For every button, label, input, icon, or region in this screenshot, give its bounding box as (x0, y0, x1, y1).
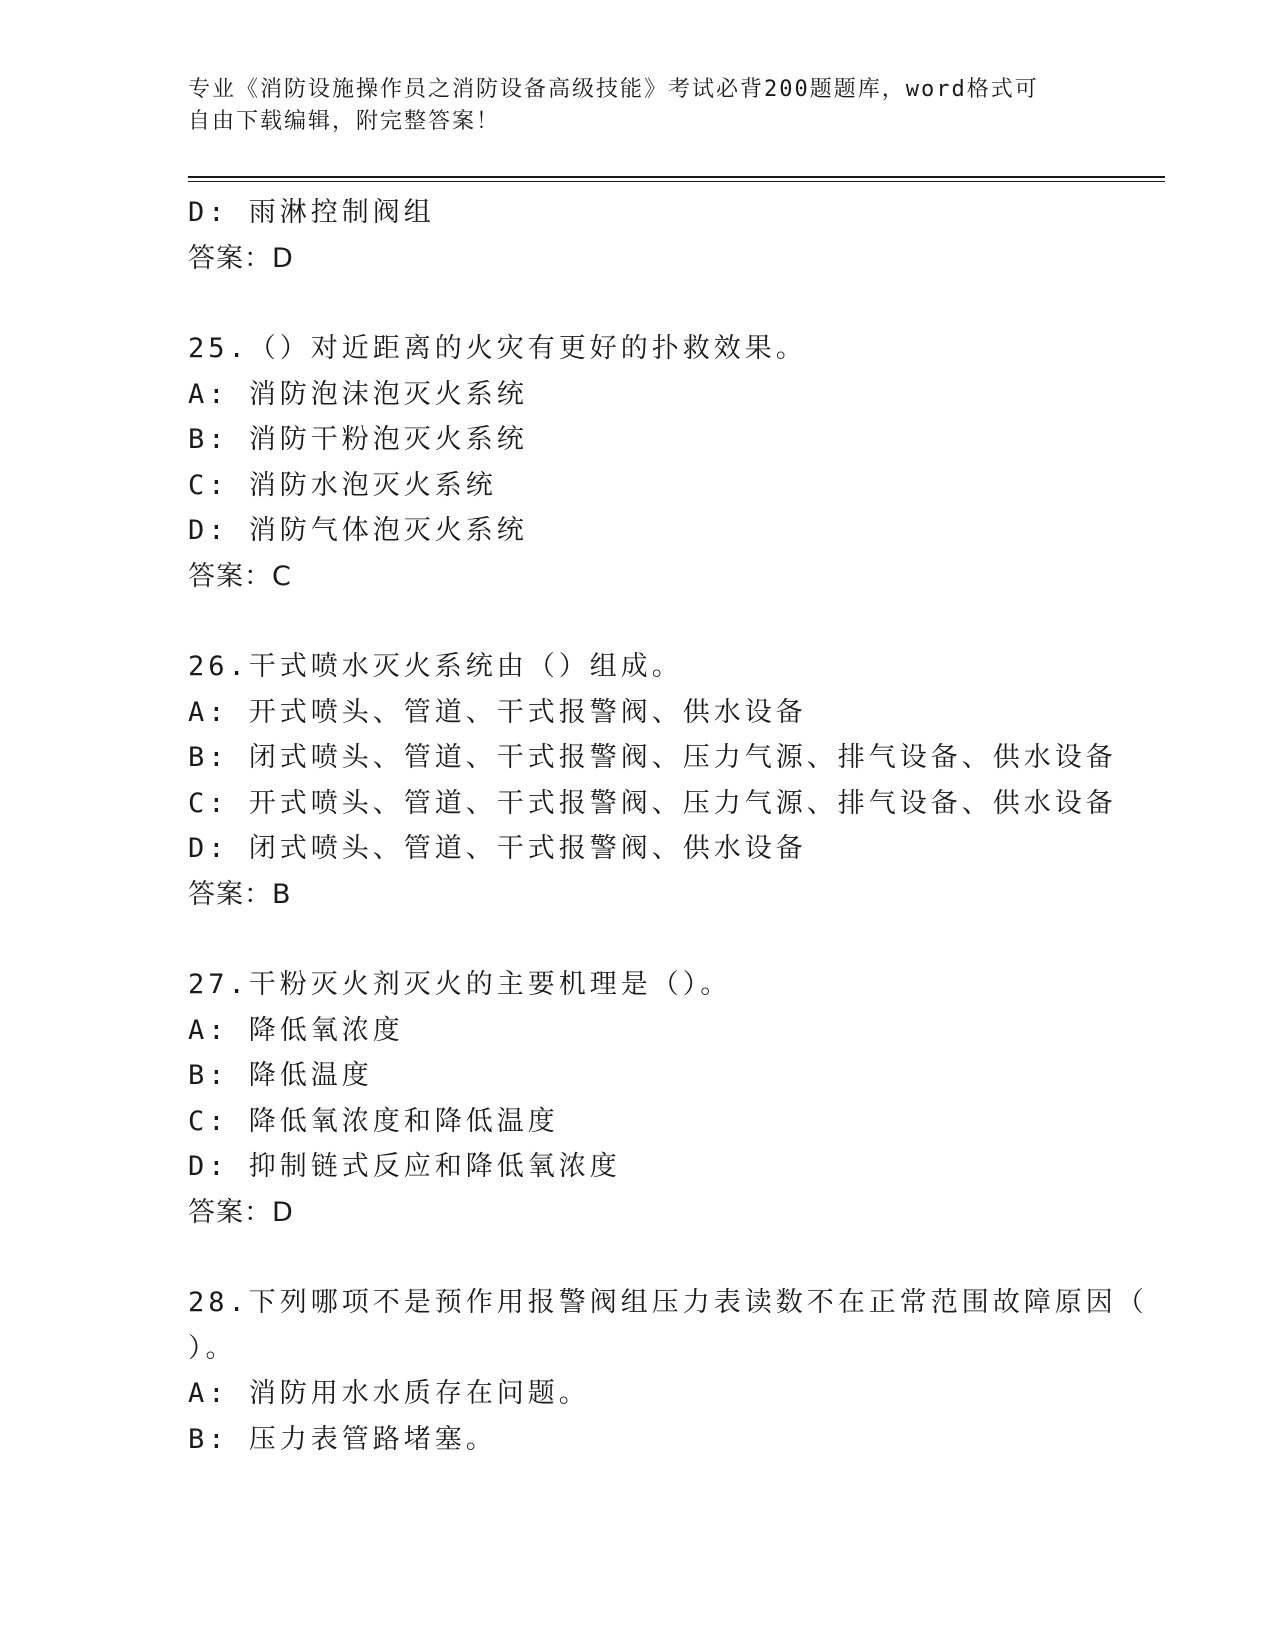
header-title-line-1: 专业《消防设施操作员之消防设备高级技能》考试必背200题题库，word格式可 (188, 77, 1039, 102)
option-d: D: 闭式喷头、管道、干式报警阀、供水设备 (188, 833, 807, 864)
option-a: A: 消防用水水质存在问题。 (188, 1378, 590, 1409)
option-c: C: 降低氧浓度和降低温度 (188, 1105, 559, 1137)
option-a: A: 降低氧浓度 (188, 1014, 404, 1046)
option-b: B: 压力表管路堵塞。 (188, 1423, 497, 1455)
question-26 (188, 644, 1117, 917)
question-28 (188, 1280, 1148, 1462)
spacer (188, 281, 1088, 326)
spacer (188, 1235, 1088, 1280)
question-stem: 27.干粉灭火剂灭火的主要机理是（）。 (188, 969, 732, 1000)
option-b: B: 消防干粉泡灭火系统 (188, 424, 528, 455)
header-divider-thick (188, 176, 1165, 178)
option-d: D: 消防气体泡灭火系统 (188, 515, 528, 546)
option-c: C: 消防水泡灭火系统 (188, 469, 497, 501)
question-stem: 26.干式喷水灭火系统由（）组成。 (188, 651, 683, 682)
option-a: A: 开式喷头、管道、干式报警阀、供水设备 (188, 696, 807, 728)
answer-line: 答案：D (188, 1196, 294, 1228)
question-25 (188, 326, 1088, 599)
question-stem-line-1: 28.下列哪项不是预作用报警阀组压力表读数不在正常范围故障原因（ (188, 1287, 1148, 1318)
header-divider-thin (188, 181, 1165, 182)
question-27 (188, 962, 1088, 1235)
option-d: D: 抑制链式反应和降低氧浓度 (188, 1151, 621, 1182)
document-header (188, 74, 1088, 138)
option-a: A: 消防泡沫泡灭火系统 (188, 378, 528, 410)
question-24-tail (188, 190, 1088, 281)
header-title-line-2: 自由下载编辑，附完整答案！ (188, 109, 501, 134)
question-stem: 25.（）对近距离的火灾有更好的扑救效果。 (188, 333, 807, 364)
question-stem-line-2: ）。 (188, 1332, 237, 1364)
answer-line: 答案：C (188, 560, 292, 592)
option-b: B: 降低温度 (188, 1060, 373, 1091)
answer-line: 答案：B (188, 878, 292, 910)
spacer (188, 599, 1088, 644)
option-b: B: 闭式喷头、管道、干式报警阀、压力气源、排气设备、供水设备 (188, 742, 1117, 773)
answer-line: 答案：D (188, 242, 294, 274)
option-c: C: 开式喷头、管道、干式报警阀、压力气源、排气设备、供水设备 (188, 787, 1117, 819)
question-list (188, 190, 1148, 1462)
spacer (188, 917, 1088, 962)
option-d: D: 雨淋控制阀组 (188, 197, 435, 228)
